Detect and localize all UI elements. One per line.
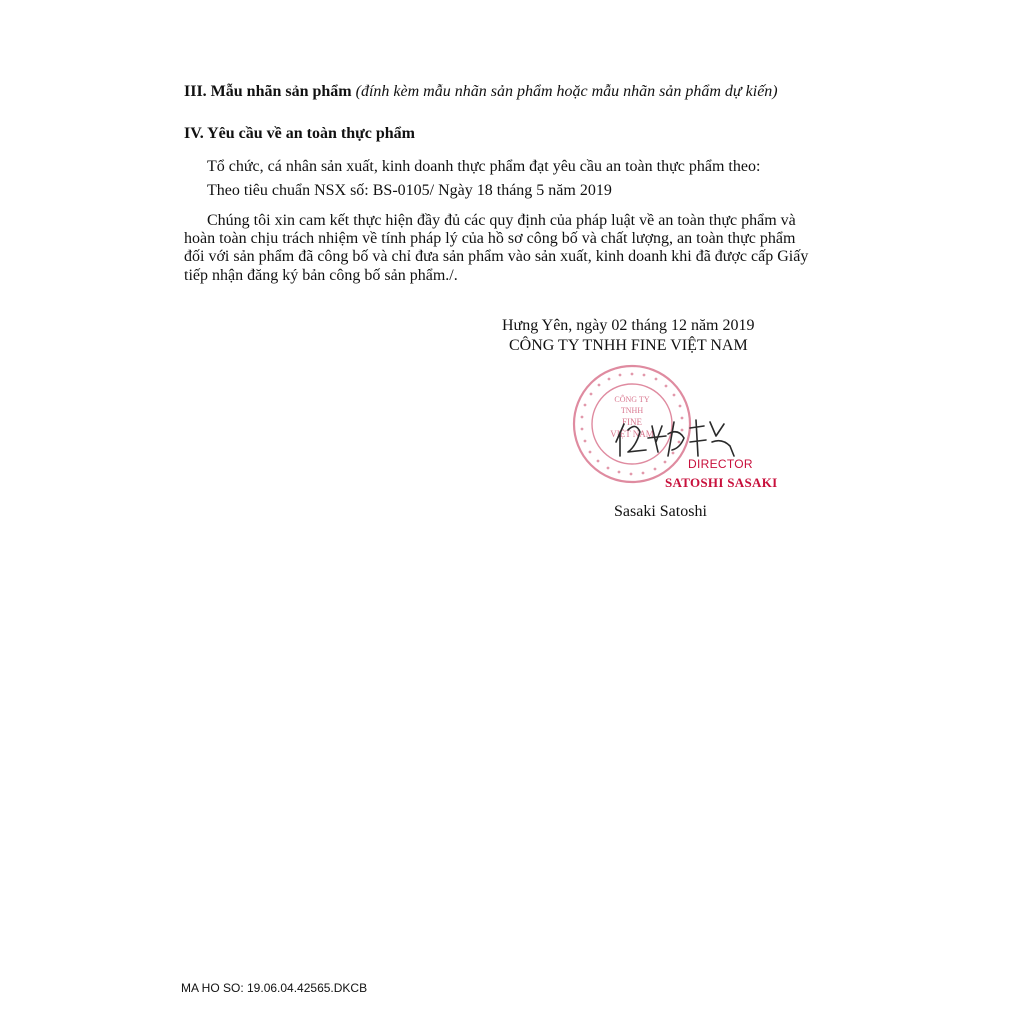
signer-name: Sasaki Satoshi xyxy=(614,503,707,520)
section3-note: (đính kèm mẫu nhãn sản phẩm hoặc mẫu nhãn sản phẩm dự kiến) xyxy=(355,83,778,100)
section3-title: III. Mẫu nhãn sản phẩm xyxy=(184,83,352,100)
requirement-line-2: Theo tiêu chuẩn NSX số: BS-0105/ Ngày 18 tháng 5 năm 2019 xyxy=(207,182,612,199)
section4-title: IV. Yêu cầu về an toàn thực phẩm xyxy=(184,125,415,142)
section3-heading xyxy=(184,82,778,102)
seal-line-4: VIỆT NAM xyxy=(610,429,654,439)
commitment-line-1: Chúng tôi xin cam kết thực hiện đầy đủ các quy định của pháp luật về an toàn thực phẩm và xyxy=(207,212,796,229)
requirement-line-1: Tổ chức, cá nhân sản xuất, kinh doanh thực phẩm đạt yêu cầu an toàn thực phẩm theo: xyxy=(207,158,761,175)
handwritten-signature xyxy=(606,412,746,462)
commitment-line-3: đối với sản phẩm đã công bố và chỉ đưa sản phẩm vào sản xuất, kinh doanh khi đã được cấp Giấy xyxy=(184,248,809,265)
place-date: Hưng Yên, ngày 02 tháng 12 năm 2019 xyxy=(502,317,755,334)
seal-line-3: FINE xyxy=(622,417,642,427)
commitment-line-2: hoàn toàn chịu trách nhiệm về tính pháp lý của hồ sơ công bố và chất lượng, an toàn thực phẩm xyxy=(184,230,796,247)
file-code: MA HO SO: 19.06.04.42565.DKCB xyxy=(181,981,368,995)
company-name: CÔNG TY TNHH FINE VIỆT NAM xyxy=(509,337,748,354)
seal-line-2: TNHH xyxy=(620,406,644,415)
commitment-line-4: tiếp nhận đăng ký bản công bố sản phẩm./. xyxy=(184,267,458,284)
director-title: DIRECTOR xyxy=(688,457,753,471)
seal-line-1: CÔNG TY xyxy=(614,395,650,404)
signature-strokes xyxy=(606,412,746,462)
director-name: SATOSHI SASAKI xyxy=(665,475,778,490)
